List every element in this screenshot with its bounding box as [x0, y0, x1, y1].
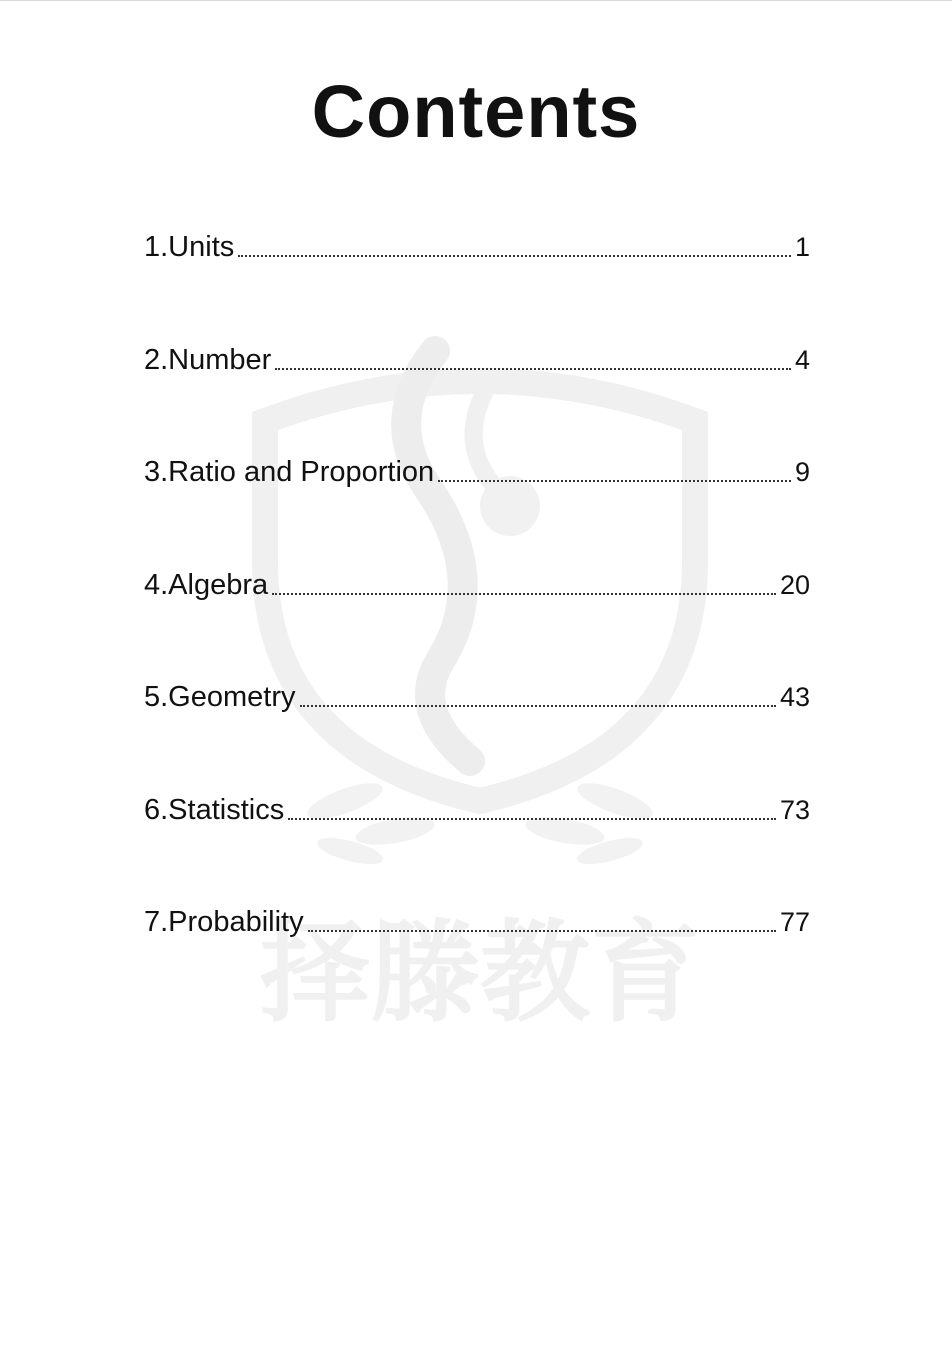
dot-leader [272, 567, 776, 595]
dot-leader [308, 904, 776, 932]
toc-entry[interactable] [144, 454, 810, 567]
toc-entry-page-number: 1 [794, 232, 810, 262]
dot-leader [275, 342, 791, 370]
toc-entry-page-number: 77 [779, 907, 810, 937]
toc-entry-label: 5.Geometry [144, 681, 296, 713]
toc-entry-label: 1.Units [144, 231, 235, 263]
watermark-text: 择滕教育 [260, 909, 700, 1031]
toc-entry-label: 3.Ratio and Proportion [144, 456, 435, 488]
toc-entry-page-number: 73 [779, 794, 810, 825]
toc-entry-label: 2.Number [144, 343, 272, 376]
toc-entry-label: 6.Statistics [144, 793, 285, 826]
toc-entry-label: 7.Probability [144, 906, 304, 938]
table-of-contents [144, 229, 810, 1017]
toc-entry-page-number: 20 [779, 569, 810, 600]
dot-leader [300, 679, 776, 707]
toc-entry[interactable] [144, 679, 810, 792]
toc-entry-page-number: 4 [794, 344, 810, 375]
toc-entry[interactable] [144, 792, 810, 905]
dot-leader [288, 792, 776, 820]
toc-entry-label: 4.Algebra [144, 568, 269, 601]
toc-entry[interactable] [144, 342, 810, 455]
toc-entry[interactable] [144, 229, 810, 342]
toc-entry-page-number: 43 [779, 682, 810, 712]
toc-entry-page-number: 9 [794, 457, 810, 487]
dot-leader [238, 229, 791, 257]
page-title: Contents [311, 70, 641, 153]
toc-entry[interactable] [144, 567, 810, 680]
toc-entry[interactable] [144, 904, 810, 1017]
dot-leader [438, 454, 791, 482]
